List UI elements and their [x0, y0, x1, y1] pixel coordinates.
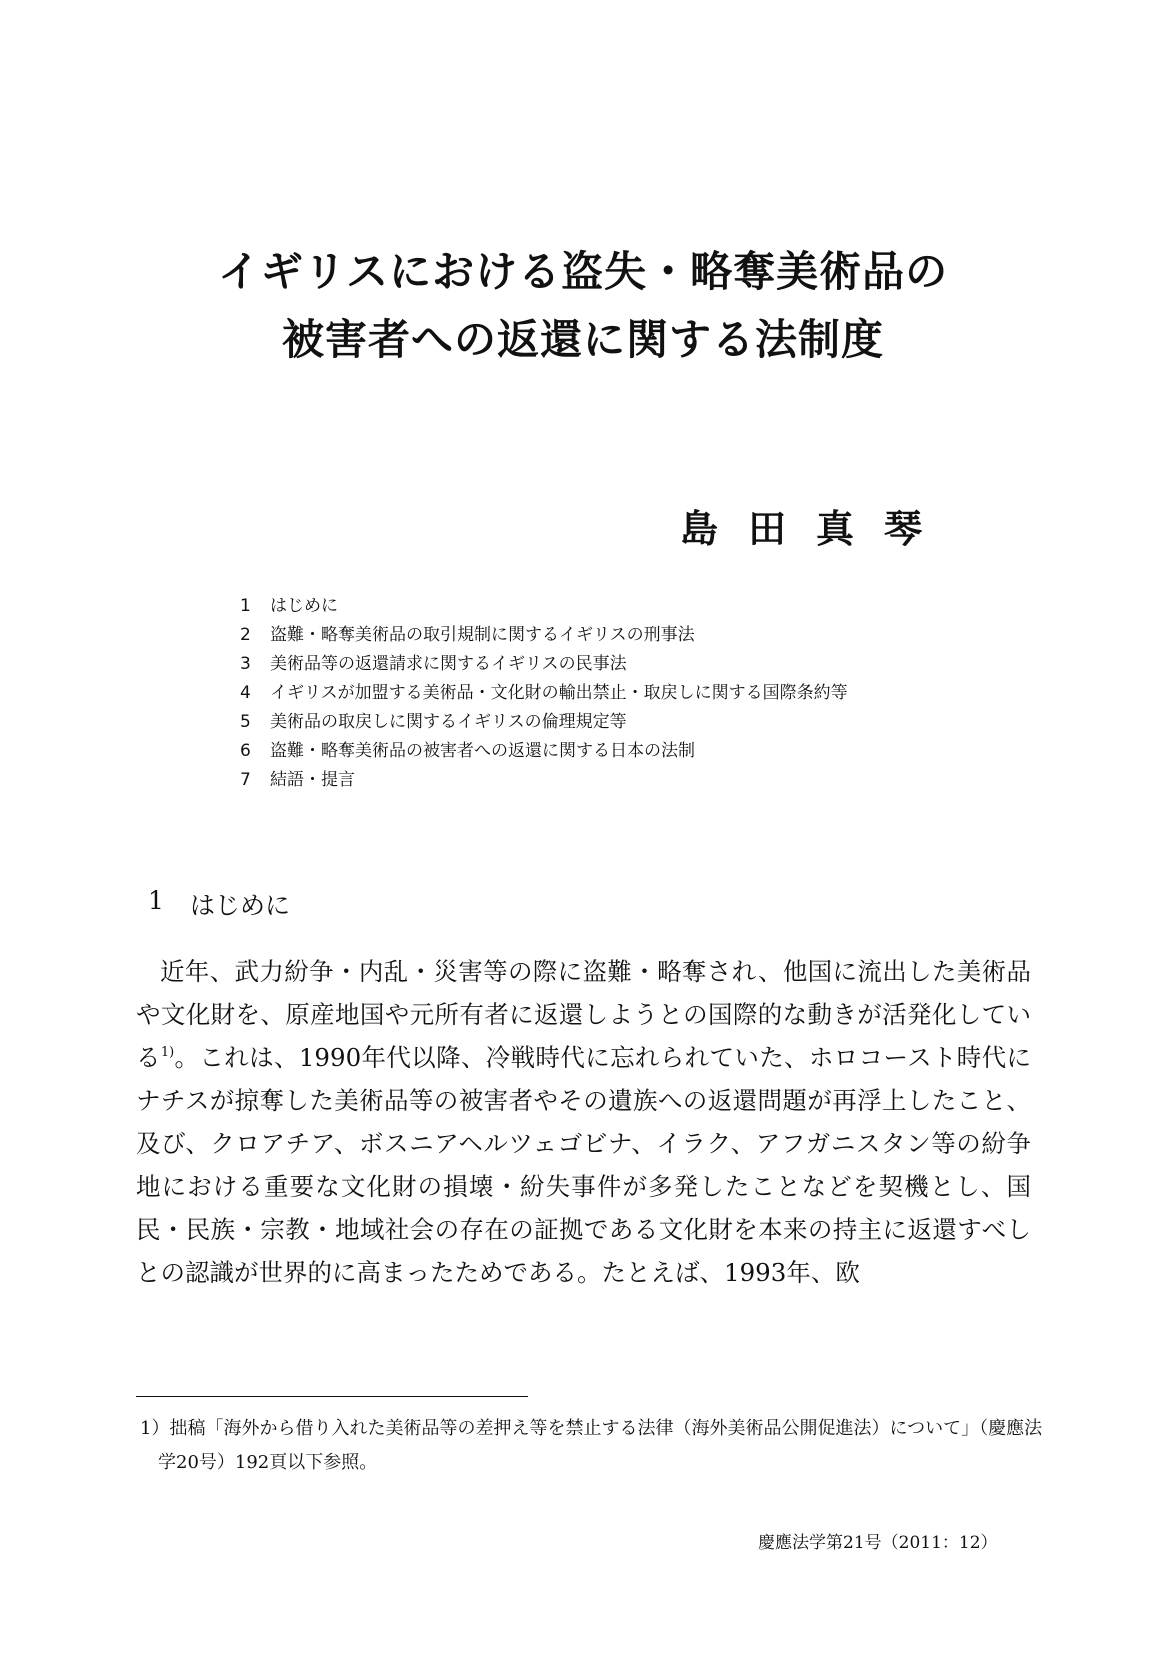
- toc-item-number: 4: [240, 683, 251, 703]
- toc-item: [240, 708, 848, 737]
- section-title: はじめに: [190, 891, 291, 920]
- section-number: 1: [148, 886, 164, 915]
- toc-item: [240, 679, 848, 708]
- journal-footer: 慶應法学第21号（2011：12）: [758, 1533, 998, 1553]
- toc-item-text: イギリスが加盟する美術品・文化財の輸出禁止・取戻しに関する国際条約等: [270, 683, 848, 703]
- toc-item: [240, 766, 848, 795]
- toc-item-number: 1: [240, 596, 251, 616]
- footnote-reference: 1): [160, 1045, 175, 1060]
- toc-item-number: 5: [240, 712, 251, 732]
- toc-item-text: 結語・提言: [270, 770, 355, 790]
- toc-item-text: 美術品等の返還請求に関するイギリスの民事法: [270, 654, 627, 674]
- toc-item-number: 3: [240, 654, 251, 674]
- toc-item: [240, 650, 848, 679]
- footnote: [140, 1412, 1050, 1480]
- toc-item-text: はじめに: [270, 596, 338, 616]
- table-of-contents: [240, 592, 848, 795]
- footnote-text: 拙稿「海外から借り入れた美術品等の差押え等を禁止する法律（海外美術品公開促進法）について」（慶應法学20号）192頁以下参照。: [158, 1418, 1043, 1473]
- footnote-label: 1）: [140, 1418, 170, 1439]
- article-title: [0, 238, 1166, 374]
- body-text-part-1: 近年、武力紛争・内乱・災害等の際に盗難・略奪され、他国に流出した美術品や文化財を、原産地国や元所有者に返還しようとの国際的な動きが活発化している: [136, 957, 1031, 1072]
- toc-item-text: 美術品の取戻しに関するイギリスの倫理規定等: [270, 712, 627, 732]
- toc-item: [240, 737, 848, 766]
- footnote-divider: [136, 1396, 528, 1397]
- title-line-2: 被害者への返還に関する法制度: [281, 315, 884, 364]
- body-paragraph: [136, 950, 1031, 1294]
- toc-item-number: 2: [240, 625, 251, 645]
- body-text-part-2: 。これは、1990年代以降、冷戦時代に忘れられていた、ホロコースト時代にナチスが掠奪した美術品等の被害者やその遺族への返還問題が再浮上したこと、及び、クロアチア、ボスニアヘルツェゴビナ、イラク、アフガニスタン等の紛争地における重要な文化財の損壊・紛失事件が多発したことなどを契機とし、国民・民族・宗教・地域社会の存在の証拠である文化財を本来の持主に返還すべしとの認識が世界的に高まったためである。たとえば、1993年、欧: [136, 1043, 1032, 1287]
- toc-item-number: 7: [240, 770, 251, 790]
- toc-item-text: 盗難・略奪美術品の被害者への返還に関する日本の法制: [270, 741, 695, 761]
- toc-item-text: 盗難・略奪美術品の取引規制に関するイギリスの刑事法: [270, 625, 695, 645]
- author-name: 島田真琴: [680, 506, 953, 551]
- toc-item-number: 6: [240, 741, 251, 761]
- toc-item: [240, 621, 848, 650]
- section-heading: [148, 886, 290, 922]
- title-line-1: イギリスにおける盗失・略奪美術品の: [217, 247, 949, 296]
- toc-item: [240, 592, 848, 621]
